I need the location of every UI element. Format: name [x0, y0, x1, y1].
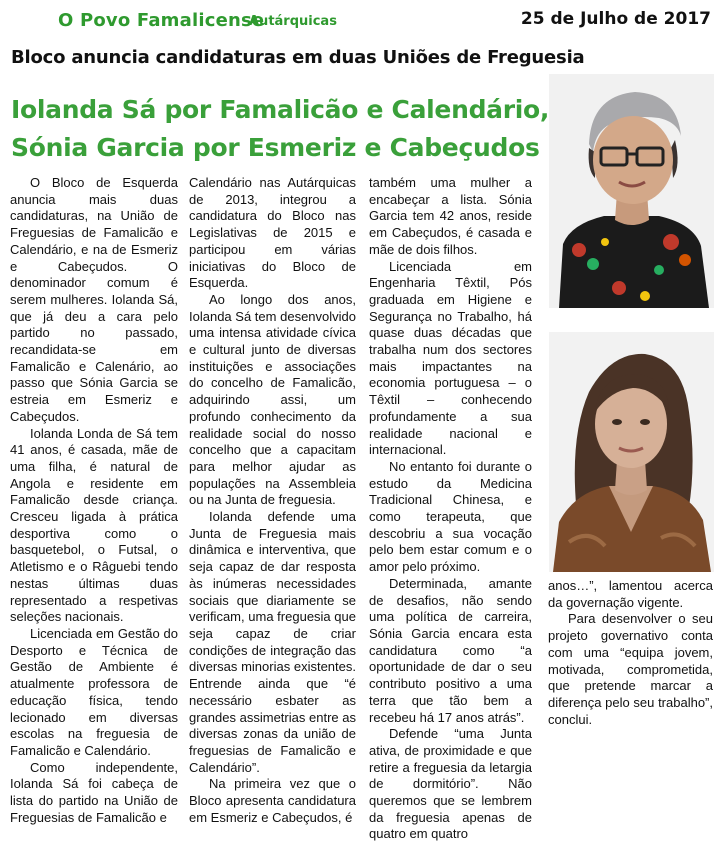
paragraph: Ao longo dos anos, Iolanda Sá tem desenvolvido uma intensa atividade cívica e cultural junto de diversas instituições e associações do concelho de Famalicão, adquirindo assi, um profundo conhecimento da realidade social do nosso concelho que a capacitam para melhor ajudar as populações na Assembleia ou na Junta de freguesia. [189, 291, 356, 508]
paragraph: Licenciada em Engenharia Têxtil, Pós graduada em Higiene e Segurança no Trabalho, há quase duas décadas que trabalha num dos sectores mais impactantes na economia portuguesa – o Têxtil – conhecendo profundamente a sua realidade nacional e internacional. [369, 258, 532, 458]
paragraph: Como independente, Iolanda Sá foi cabeça de lista do partido na União de Freguesias de Famalicão e [10, 759, 178, 825]
headline-line-1: Iolanda Sá por Famalicão e Calendário, [11, 95, 550, 124]
paragraph: Iolanda defende uma Junta de Freguesia mais dinâmica e interventiva, que seja capaz de dar resposta às inúmeras necessidades sociais que diariamente se verificam, uma freguesia que seja capaz de criar condições de integração das diversas minorias existentes. Entrende ainda que “é necessário esbater as grandes assimetrias entre as diversas zonas da união de freguesias de Famalicão e Calendário”. [189, 509, 356, 775]
article-column-4 [548, 578, 713, 728]
paragraph: Para desenvolver o seu projeto governativo conta com uma “equipa jovem, motivada, comprometida, que pretende marcar a diferença pelo seu trabalho”, conclui. [548, 611, 713, 727]
issue-date: 25 de Julho de 2017 [520, 9, 711, 29]
section-label: Autárquicas [249, 14, 337, 29]
paragraph: Iolanda Londa de Sá tem 41 anos, é casada, mãe de uma filha, é natural de Angola e residente em Famalicão desde criança. Cresceu ligada à prática desportiva como o basquetebol, o Futsal, o Atletismo e o Râguebi tendo nestas últimas duas representado a respetivas seleções nacionais. [10, 425, 178, 625]
paragraph: anos…”, lamentou acerca da governação vigente. [548, 578, 713, 610]
paragraph: Na primeira vez que o Bloco apresenta candidatura em Esmeriz e Cabeçudos, é [189, 776, 356, 825]
paragraph: No entanto foi durante o estudo da Medicina Tradicional Chinesa, e como terapeuta, que descobriu a sua vocação pelo bem estar comum e o amor pelo próximo. [369, 458, 532, 575]
portrait-photo-iolanda-sa [549, 74, 714, 308]
article-headline [11, 91, 551, 167]
article-column-1 [10, 175, 178, 826]
paragraph: Calendário nas Autárquicas de 2013, integrou a candidatura do Bloco nas Legislativas de 2015 e participou em várias iniciativas do Bloco de Esquerda. [189, 175, 356, 291]
portrait-illustration [549, 332, 714, 572]
paragraph: também uma mulher a encabeçar a lista. Sónia Garcia tem 42 anos, reside em Cabeçudos, é casada e mãe de dois filhos. [369, 175, 532, 257]
article-column-3 [369, 175, 532, 843]
article-column-2 [189, 175, 356, 826]
portrait-illustration [549, 74, 714, 308]
paragraph: Determinada, amante de desafios, não sendo uma política de carreira, Sónia Garcia encara esta candidatura como “a oportunidade de dar o seu contributo positivo a uma terra que tão bem a recebeu há 17 anos atrás”. [369, 575, 532, 725]
headline-line-2: Sónia Garcia por Esmeriz e Cabeçudos [11, 133, 540, 162]
portrait-photo-sonia-garcia [549, 332, 714, 572]
newspaper-name: O Povo Famalicense [58, 10, 265, 31]
paragraph: Defende “uma Junta ativa, de proximidade e que retire a freguesia da letargia de dormitório”. Não queremos que se lembrem da freguesia apenas de quatro em quatro [369, 726, 532, 842]
masthead [0, 0, 725, 40]
article-kicker: Bloco anuncia candidaturas em duas Uniões de Freguesia [11, 47, 585, 68]
paragraph: Licenciada em Gestão do Desporto e Técnica de Gestão de Ambiente é atualmente professora de educação física, tendo lecionado em diversas escolas na freguesia de Famalicão e Calendário. [10, 625, 178, 758]
paragraph: O Bloco de Esquerda anuncia mais duas candidaturas, na União de Freguesias de Famalicão e Calendário, e na de Esmeriz e Cabeçudos. O denominador comum é serem mulheres. Iolanda Sá, que já deu a cara pelo partido no passado, recandidata-se em Famalicão e Calenário, ao passo que Sónia Garcia se estreia em Esmeriz e Cabeçudos. [10, 175, 178, 424]
